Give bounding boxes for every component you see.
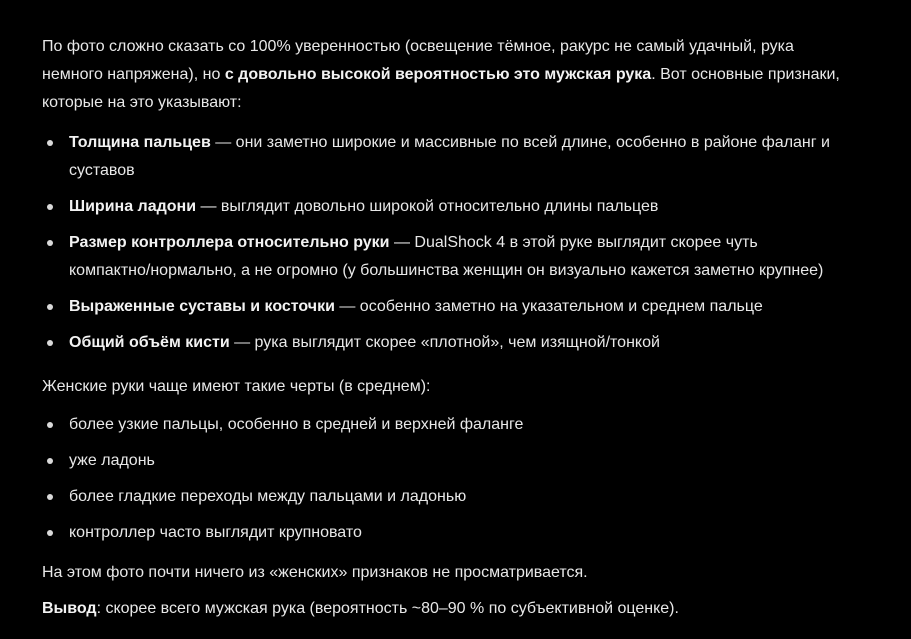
feature-text: — особенно заметно на указательном и среднем пальце <box>334 298 763 315</box>
list-item <box>42 329 842 357</box>
female-traits-list <box>42 411 842 547</box>
list-item: уже ладонь <box>42 447 842 475</box>
feature-title: Толщина пальцев <box>69 134 211 151</box>
feature-title: Выраженные суставы и косточки <box>69 298 335 315</box>
intro-text-end: . Вот основные признаки, которые на это указывают: <box>42 66 840 111</box>
list-item <box>42 129 842 185</box>
male-features-list <box>42 129 842 357</box>
feature-text: — рука выглядит скорее «плотной», чем изящной/тонкой <box>229 334 660 351</box>
list-item <box>42 193 842 221</box>
feature-text: — DualShock 4 в этой руке выглядит скорее чуть компактно/нормально, а не огромно (у большинства женщин он визуально кажется заметно крупнее) <box>69 234 824 279</box>
list-item: контроллер часто выглядит крупновато <box>42 519 842 547</box>
summary-paragraph: На этом фото почти ничего из «женских» признаков не просматривается. <box>42 564 588 581</box>
feature-title: Размер контроллера относительно руки <box>69 234 390 251</box>
female-traits-heading: Женские руки чаще имеют такие черты (в среднем): <box>42 378 431 395</box>
assistant-message <box>42 33 842 623</box>
conclusion-label: Вывод <box>42 600 97 617</box>
feature-text: — они заметно широкие и массивные по всей длине, особенно в районе фаланг и суставов <box>69 134 830 179</box>
feature-title: Общий объём кисти <box>69 334 230 351</box>
feature-title: Ширина ладони <box>69 198 197 215</box>
list-item: более узкие пальцы, особенно в средней и верхней фаланге <box>42 411 842 439</box>
conclusion-paragraph <box>42 595 842 623</box>
list-item <box>42 293 842 321</box>
feature-text: — выглядит довольно широкой относительно длины пальцев <box>196 198 659 215</box>
intro-text-start: По фото сложно сказать со 100% уверенностью (освещение тёмное, ракурс не самый удачный, рука немного напряжена), но <box>42 38 794 83</box>
list-item <box>42 229 842 285</box>
list-item: более гладкие переходы между пальцами и ладонью <box>42 483 842 511</box>
intro-paragraph <box>42 33 842 117</box>
conclusion-text: : скорее всего мужская рука (вероятность ~80–90 % по субъективной оценке). <box>96 600 679 617</box>
intro-bold-conclusion: с довольно высокой вероятностью это мужская рука <box>224 66 652 83</box>
